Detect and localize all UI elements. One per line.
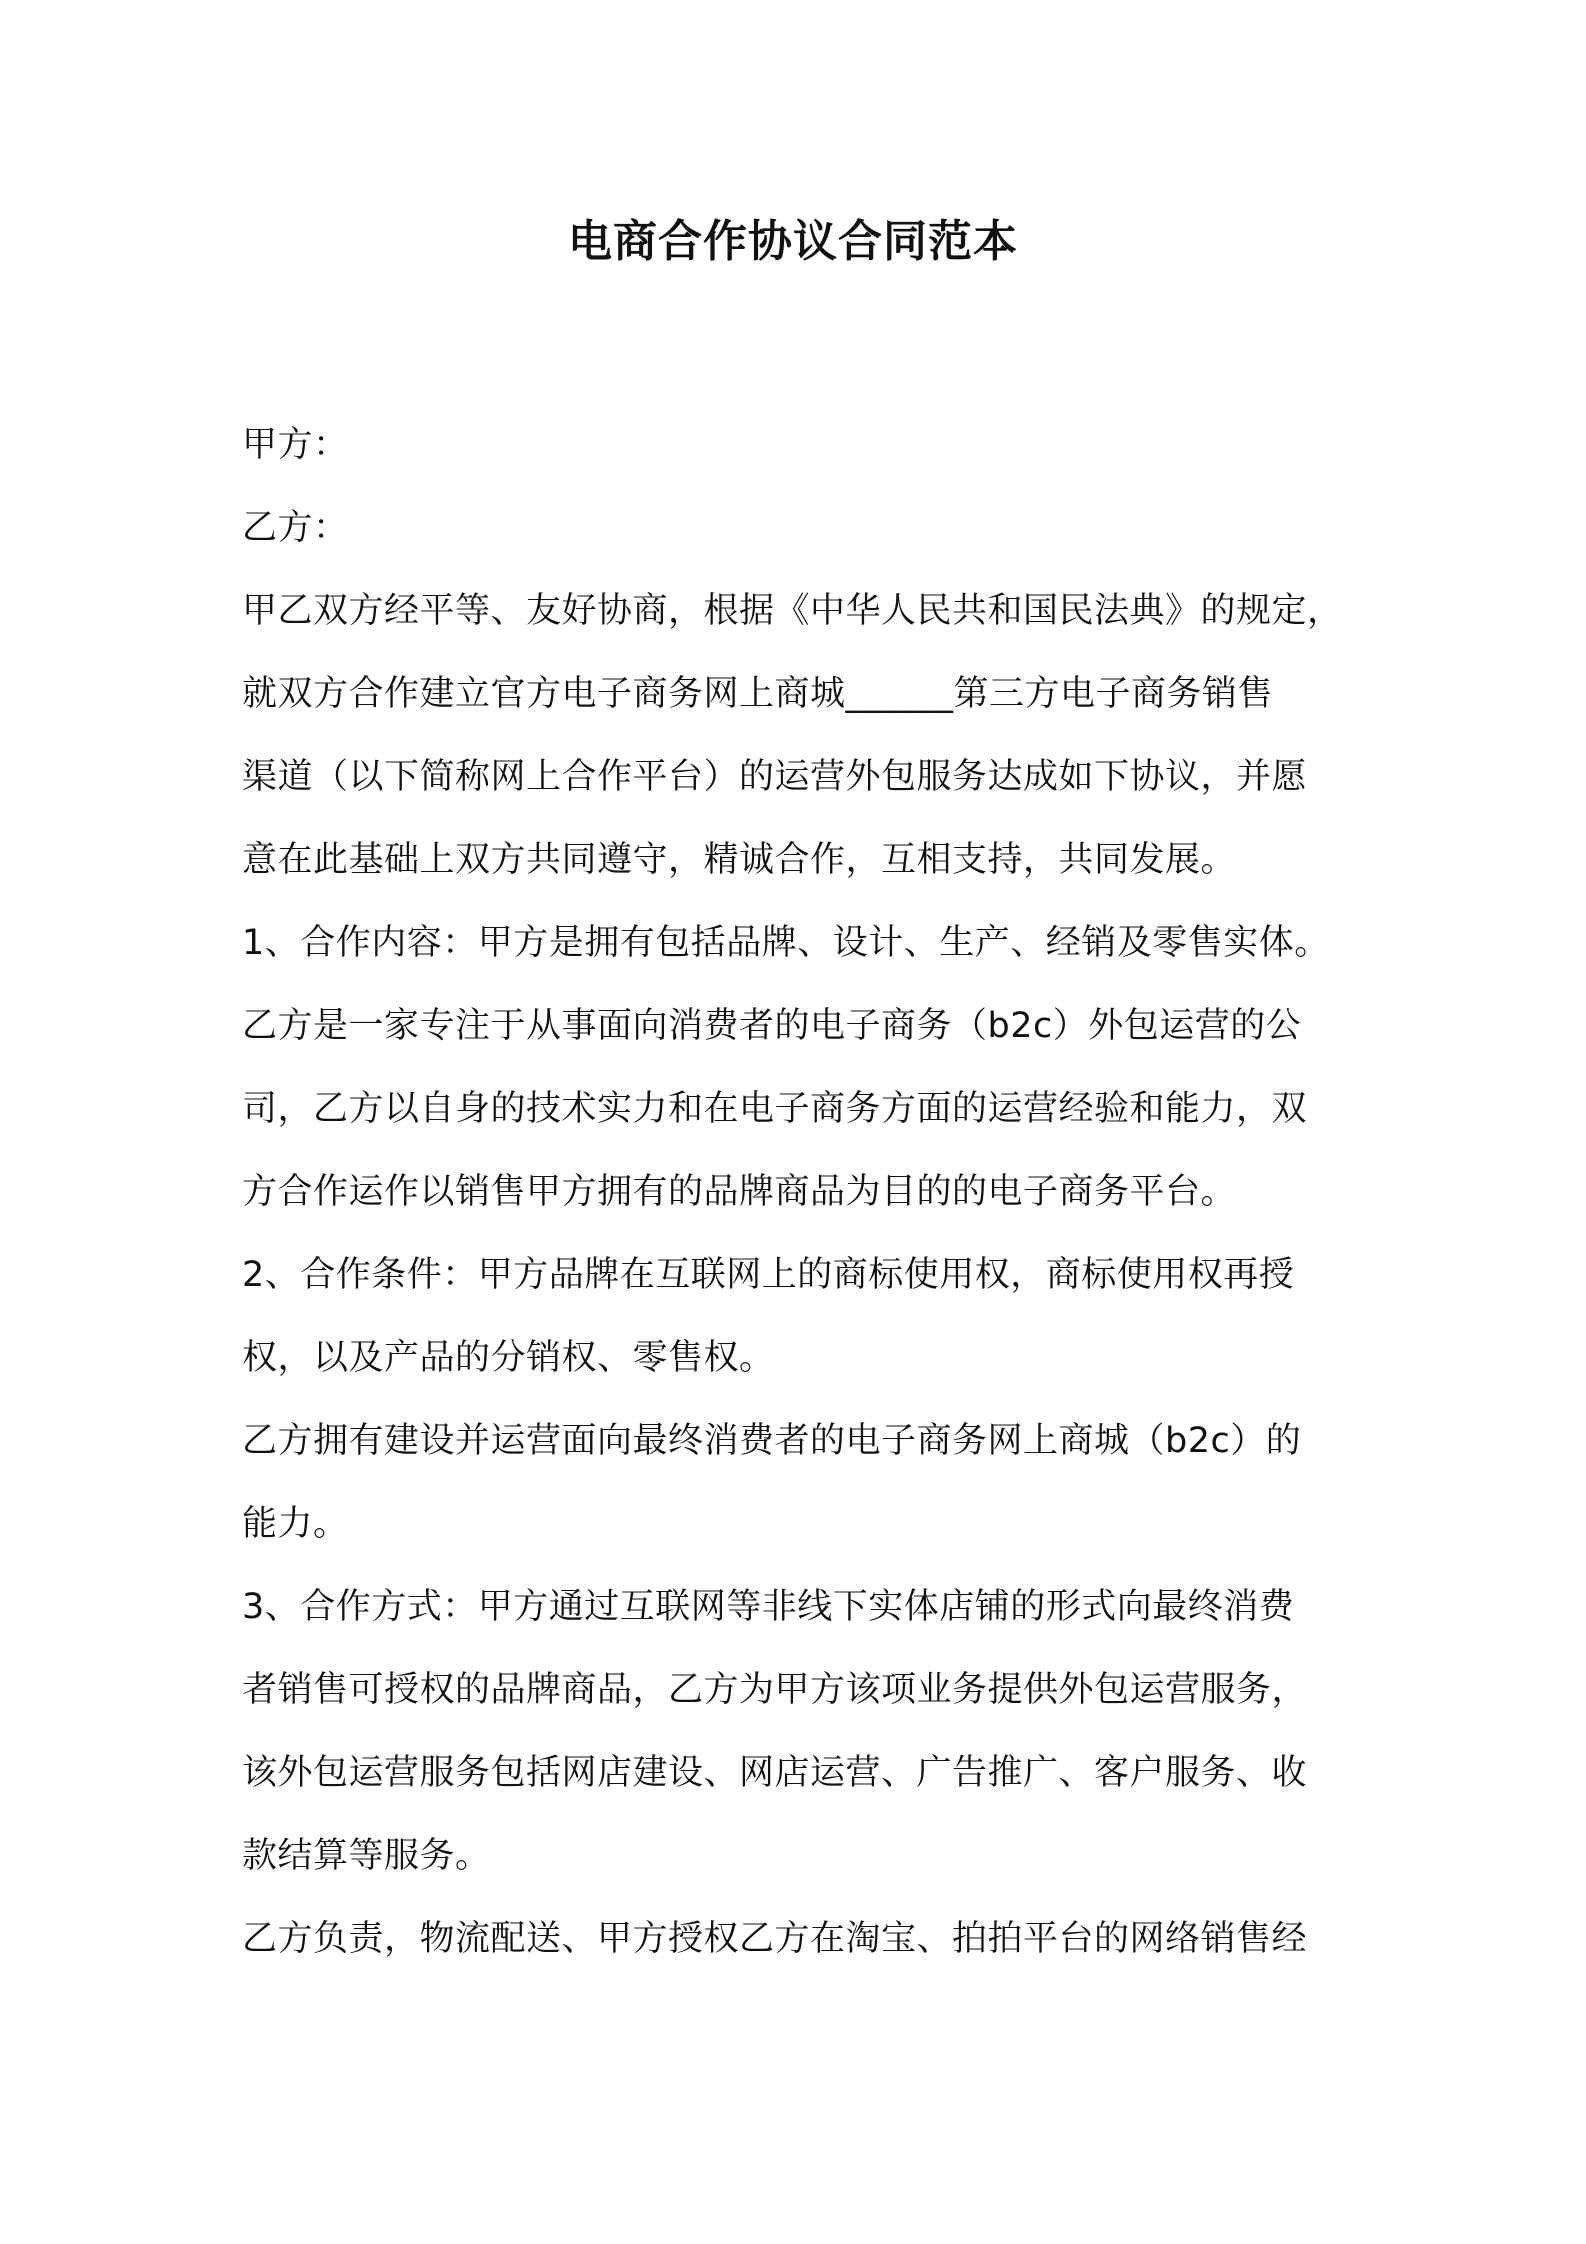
text-line: 乙方是一家专注于从事面向消费者的电子商务（b2c）外包运营的公	[242, 1006, 1302, 1046]
text-line: 款结算等服务。	[242, 1836, 491, 1876]
text-line: 乙方负责，物流配送、甲方授权乙方在淘宝、拍拍平台的网络销售经	[242, 1919, 1308, 1959]
text-line: 甲乙双方经平等、友好协商，根据《中华人民共和国民法典》的规定，	[242, 591, 1343, 631]
text-line: 方合作运作以销售甲方拥有的品牌商品为目的的电子商务平台。	[242, 1172, 1237, 1212]
clause-1-line: 1、合作内容：甲方是拥有包括品牌、设计、生产、经销及零售实体。	[242, 923, 1330, 963]
text-line: 者销售可授权的品牌商品，乙方为甲方该项业务提供外包运营服务，	[242, 1670, 1308, 1710]
line-party-b: 乙方：	[242, 508, 349, 548]
text-line: 司，乙方以自身的技术实力和在电子商务方面的运营经验和能力，双	[242, 1089, 1308, 1129]
text-line: 就双方合作建立官方电子商务网上商城______第三方电子商务销售	[242, 674, 1274, 714]
line-party-a: 甲方：	[242, 425, 349, 465]
clause-3-line: 3、合作方式：甲方通过互联网等非线下实体店铺的形式向最终消费	[242, 1587, 1295, 1627]
text-line: 渠道（以下简称网上合作平台）的运营外包服务达成如下协议，并愿	[242, 757, 1308, 797]
text-line: 乙方拥有建设并运营面向最终消费者的电子商务网上商城（b2c）的	[242, 1421, 1302, 1461]
text-line: 意在此基础上双方共同遵守，精诚合作，互相支持，共同发展。	[242, 840, 1237, 880]
document-body	[242, 404, 1372, 1981]
text-line: 能力。	[242, 1504, 349, 1544]
text-line: 该外包运营服务包括网店建设、网店运营、广告推广、客户服务、收	[242, 1753, 1308, 1793]
clause-2-line: 2、合作条件：甲方品牌在互联网上的商标使用权，商标使用权再授	[242, 1255, 1295, 1295]
document-title: 电商合作协议合同范本	[568, 216, 1018, 267]
text-line: 权，以及产品的分销权、零售权。	[242, 1338, 775, 1378]
